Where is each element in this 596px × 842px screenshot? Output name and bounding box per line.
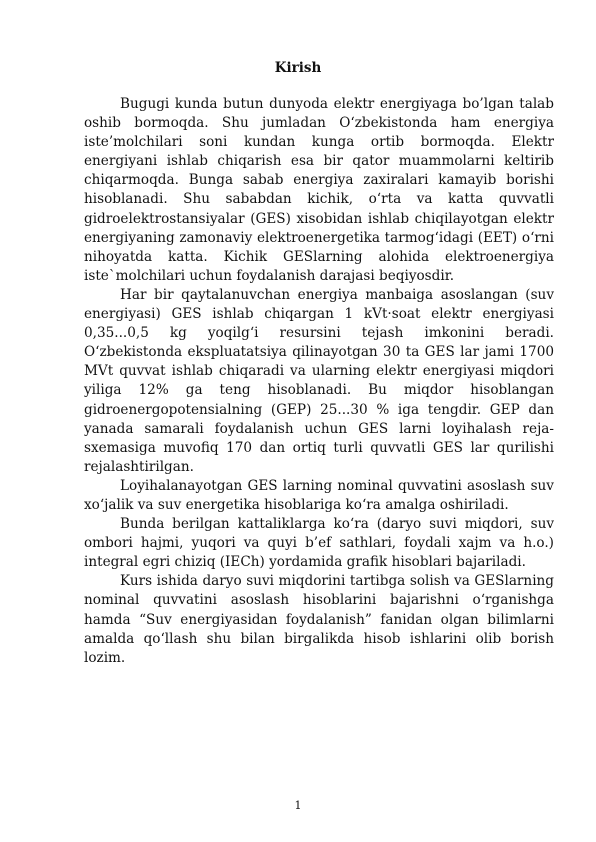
page-number: 1 (294, 799, 302, 812)
page-title: Kirish (274, 60, 322, 76)
paragraph-1: Bugugi kunda butun dunyoda elektr energiyaga bo’lgan talab oshib bormoqda. Shu jumladan O‘zbekistonda ham energiya iste’molchilari soni kundan kunga ortib bormoqda. Elektr energiyani ishlab chiqarish esa bir qator muammolarni keltirib chiqarmoqda. Bunga sabab energiya zaxiralari kamayib borishi hisoblanadi. Shu sababdan kichik, o‘rta va katta quvvatli gidroelektrostansiyalar (GES) xisobidan ishlab chiqilayotgan elektr energiyaning zamonaviy elektroenergetika tarmog‘idagi (EET) o‘rni nihoyatda katta. Kichik GESlarning alohida elektroenergiya iste`molchilari uchun foydalanish darajasi beqiyosdir. (84, 96, 554, 284)
paragraph-2: Har bir qaytalanuvchan energiya manbaiga asoslangan (suv energiyasi) GES ishlab chiqargan 1 kVt·soat elektr energiyasi 0,35...0,5 kg yoqilg‘i resursini tejash imkonini beradi. O‘zbekistonda ekspluatatsiya qilinayotgan 30 ta GES lar jami 1700 MVt quvvat ishlab chiqaradi va ularning elektr energiyasi miqdori yiliga 12% ga teng hisoblanadi. Bu miqdor hisoblangan gidroenergopotensialning (GEP) 25...30 % iga tengdir. GEP dan yanada samarali foydalanish uchun GES larni loyihalash reja-sxemasiga muvofiq 170 dan ortiq turli quvvatli GES lar qurilishi rejalashtirilgan. (84, 286, 554, 475)
paragraph-4: Bunda berilgan kattaliklarga ko‘ra (daryo suvi miqdori, suv ombori hajmi, yuqori va quyi b’ef sathlari, foydali xajm va h.o.) integral egri chiziq (IECh) yordamida grafik hisoblari bajariladi. (84, 516, 554, 571)
paragraph-5: Kurs ishida daryo suvi miqdorini tartibga solish va GESlarning nominal quvvatini asoslash hisoblarini bajarishni o‘rganishga hamda “Suv energiyasidan foydalanish” fanidan olgan bilimlarni amalda qo‘llash shu bilan birgalikda hisob ishlarini olib borish lozim. (84, 573, 554, 666)
body-text (84, 95, 554, 668)
paragraph-3: Loyihalanayotgan GES larning nominal quvvatini asoslash suv xo‘jalik va suv energetika hisoblariga ko‘ra amalga oshiriladi. (84, 477, 554, 513)
